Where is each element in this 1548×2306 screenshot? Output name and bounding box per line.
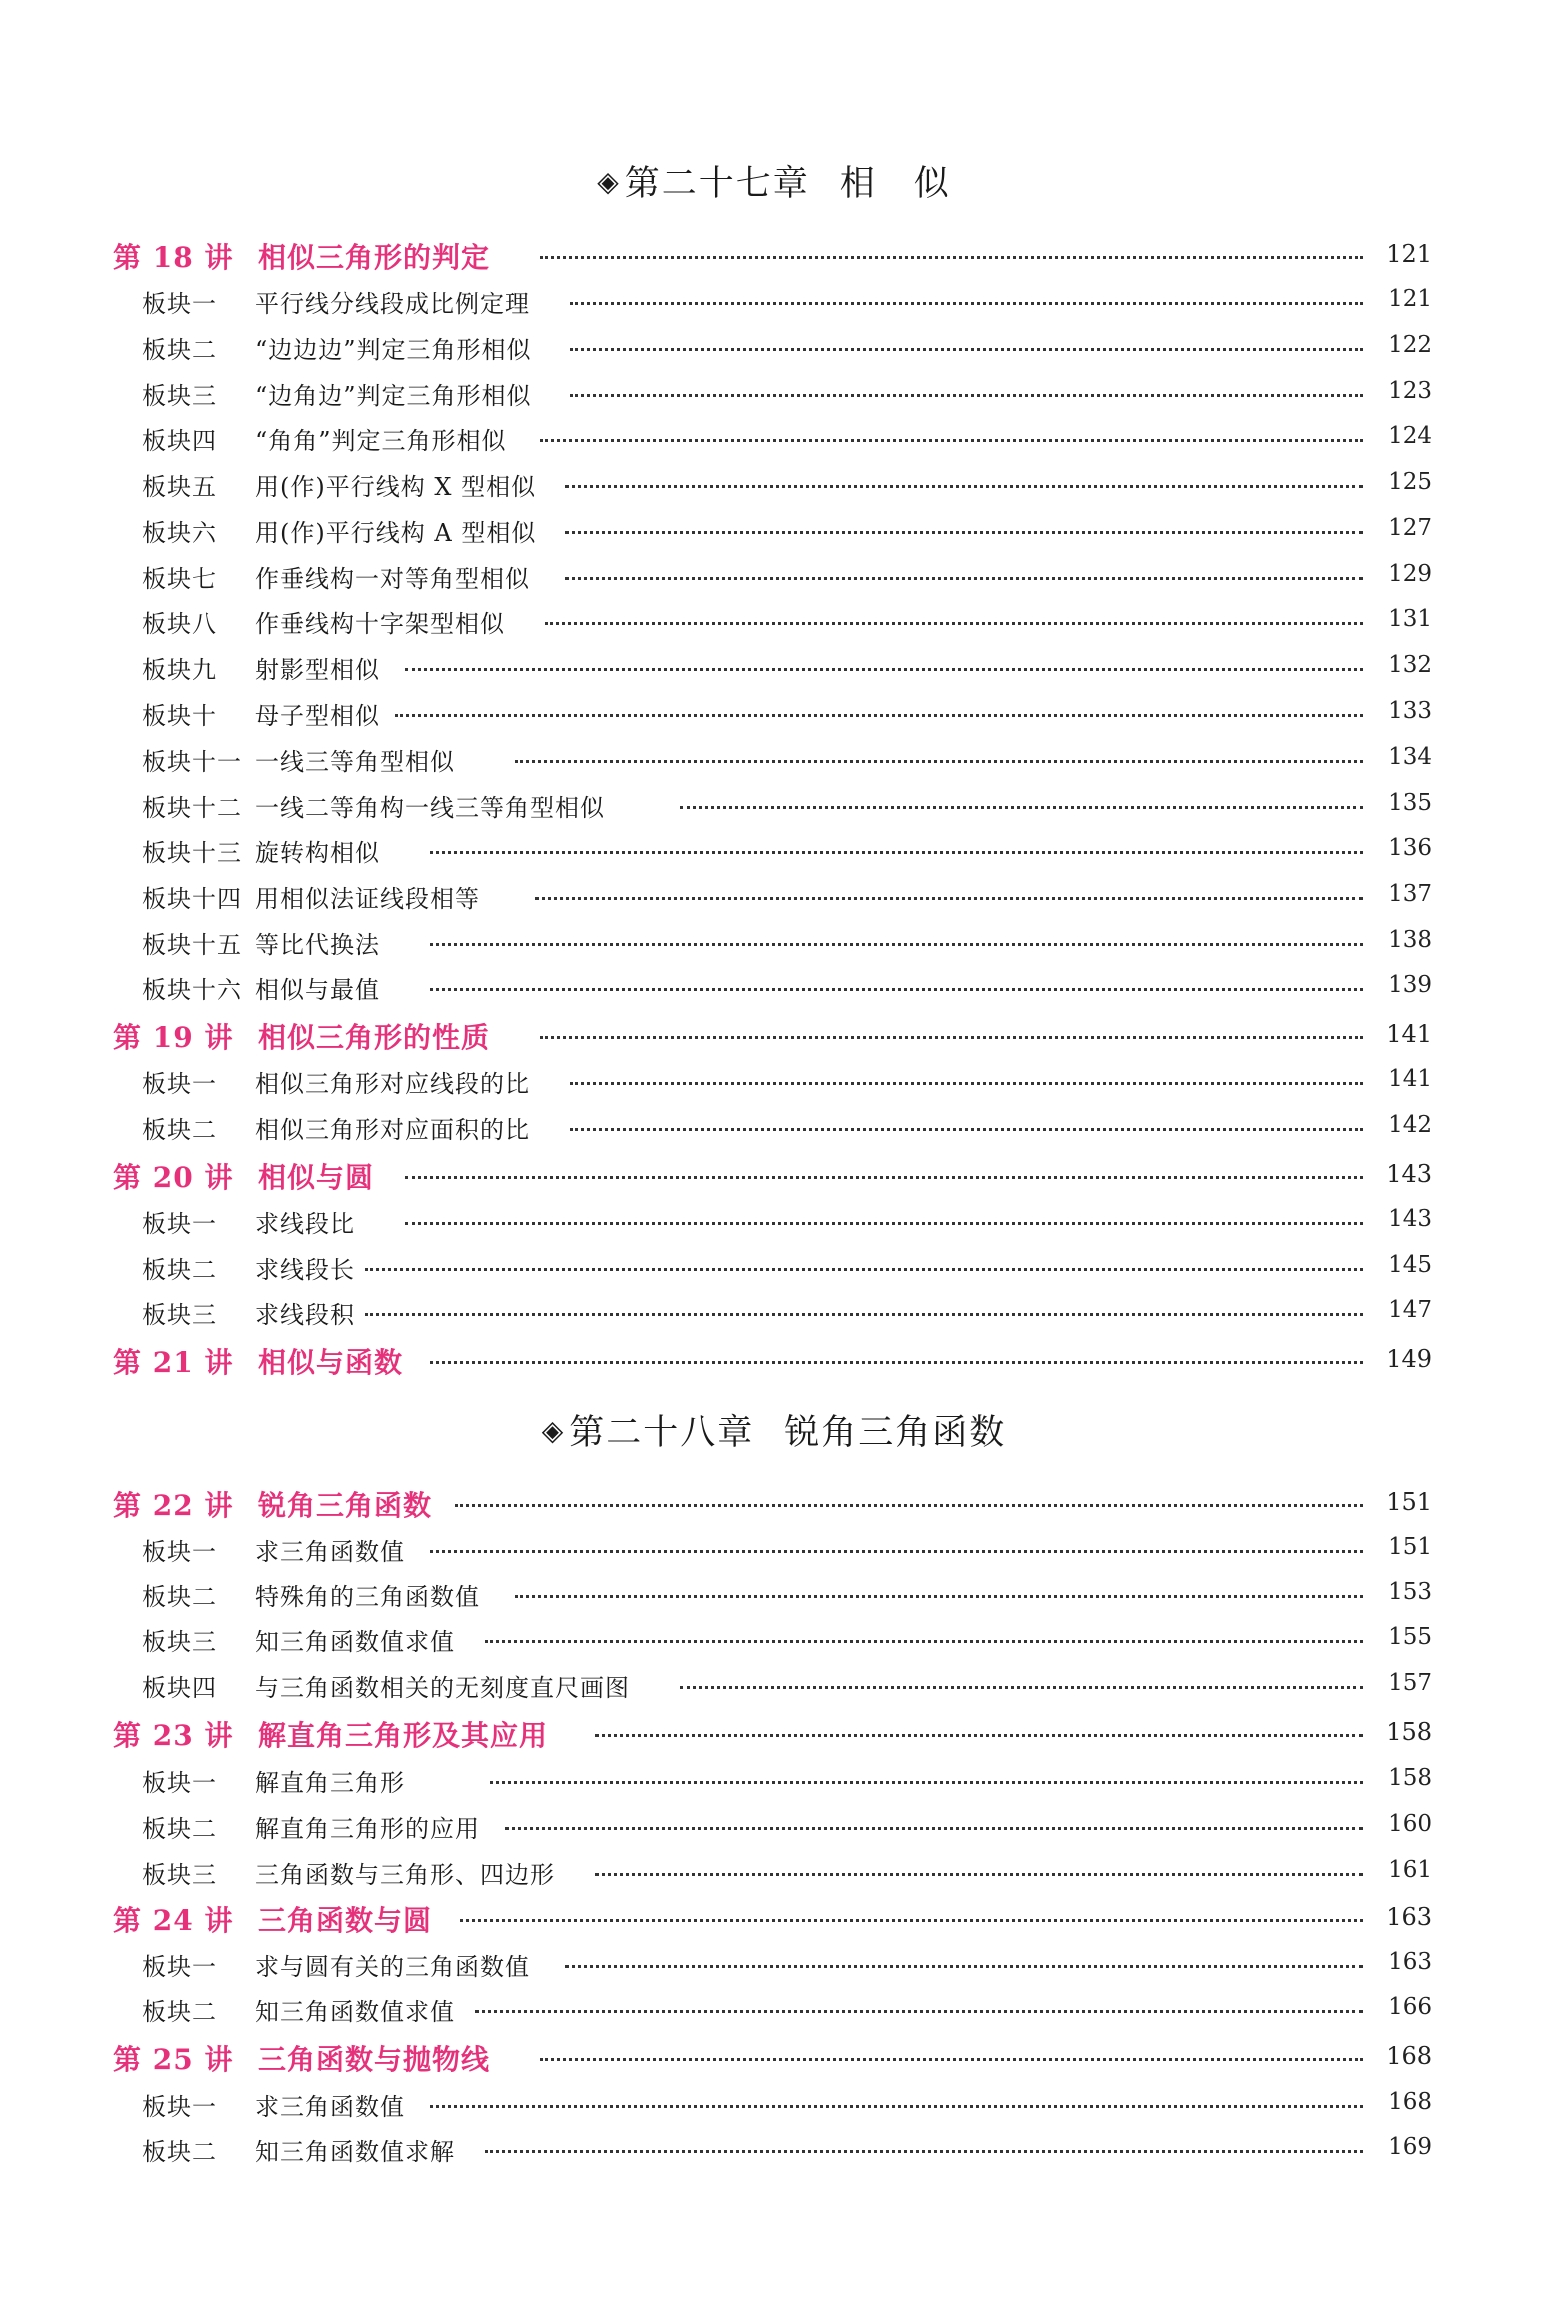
entry-title: 相似三角形对应线段的比 [255,1070,530,1098]
entry-label: 板块二 [142,1583,217,1611]
entry-label: 板块三 [142,1301,217,1329]
block-entry[interactable]: 板块四 “角角”判定三角形相似 124 [142,423,1432,455]
entry-title: 相似三角形的判定 [258,241,491,274]
entry-title: 相似三角形对应面积的比 [255,1116,530,1144]
entry-title: 一线二等角构一线三等角型相似 [255,794,605,822]
entry-label: 板块十六 [142,976,242,1004]
entry-label: 第 21 讲 [113,1346,234,1379]
entry-label: 第 20 讲 [113,1161,234,1194]
diamond-icon: ◈ [541,1413,566,1447]
leader-dots [405,666,1363,671]
entry-title: 知三角函数值求值 [255,1998,455,2026]
leader-dots [565,575,1363,580]
entry-label: 板块一 [142,1769,217,1797]
block-entry[interactable]: 板块六 用(作)平行线构 A 型相似 127 [142,515,1432,547]
entry-title: 用相似法证线段相等 [255,885,480,913]
entry-title: 求线段长 [255,1256,355,1284]
block-entry[interactable]: 板块十三 旋转构相似 136 [142,835,1432,867]
entry-title: 旋转构相似 [255,839,380,867]
entry-label: 板块四 [142,1674,217,1702]
entry-title: 相似与函数 [258,1346,404,1379]
entry-title: 相似与圆 [258,1161,375,1194]
leader-dots [545,620,1363,625]
block-entry[interactable]: 板块五 用(作)平行线构 X 型相似 125 [142,469,1432,501]
leader-dots [540,254,1363,259]
entry-label: 板块二 [142,1116,217,1144]
entry-title: 锐角三角函数 [258,1489,433,1522]
entry-title: 三角函数与圆 [258,1904,433,1937]
entry-label: 第 23 讲 [113,1719,234,1752]
entry-label: 板块九 [142,656,217,684]
block-entry[interactable]: 板块二 知三角函数值求值 166 [142,1994,1432,2026]
block-entry[interactable]: 板块十四 用相似法证线段相等 137 [142,881,1432,913]
leader-dots [595,1871,1363,1876]
lecture-entry[interactable]: 第 21 讲 相似与函数 149 [0,1337,1548,1377]
leader-dots [540,2056,1363,2061]
entry-title: 解直角三角形 [255,1769,405,1797]
leader-dots [540,1034,1363,1039]
block-entry[interactable]: 板块十五 等比代换法 138 [142,927,1432,959]
leader-dots [475,2008,1363,2013]
block-entry[interactable]: 板块一 求三角函数值 168 [142,2089,1432,2121]
leader-dots [565,483,1363,488]
entry-title: 特殊角的三角函数值 [255,1583,480,1611]
block-entry[interactable]: 板块一 求与圆有关的三角函数值 163 [142,1949,1432,1981]
entry-label: 第 25 讲 [113,2043,234,2076]
block-entry[interactable]: 板块二 知三角函数值求解 169 [142,2134,1432,2166]
leader-dots [570,1126,1363,1131]
entry-label: 板块二 [142,1256,217,1284]
block-entry[interactable]: 板块十二 一线二等角构一线三等角型相似 135 [142,790,1432,822]
entry-title: 一线三等角型相似 [255,748,455,776]
entry-title: “边边边”判定三角形相似 [255,336,532,364]
leader-dots [490,1779,1363,1784]
entry-title: 求线段积 [255,1301,355,1329]
entry-label: 板块十 [142,702,217,730]
lecture-entry[interactable]: 第 25 讲 三角函数与抛物线 168 [0,2034,1548,2074]
block-entry[interactable]: 板块三 知三角函数值求值 155 [142,1624,1432,1656]
leader-dots [540,437,1363,442]
block-entry[interactable]: 板块七 作垂线构一对等角型相似 129 [142,561,1432,593]
entry-title: 相似三角形的性质 [258,1021,491,1054]
leader-dots [485,2148,1363,2153]
entry-title: 相似与最值 [255,976,380,1004]
entry-label: 板块一 [142,1538,217,1566]
diamond-icon: ◈ [597,164,621,198]
block-entry[interactable]: 板块一 求线段比 143 [142,1206,1432,1238]
entry-label: 第 18 讲 [113,241,234,274]
leader-dots [430,941,1363,946]
entry-label: 板块三 [142,1628,217,1656]
entry-label: 板块二 [142,336,217,364]
entry-title: 三角函数与抛物线 [258,2043,491,2076]
leader-dots [485,1638,1363,1643]
leader-dots [430,849,1363,854]
entry-label: 板块一 [142,1070,217,1098]
entry-label: 板块四 [142,427,217,455]
chapter-heading [0,156,1548,206]
entry-title: 射影型相似 [255,656,380,684]
entry-label: 板块十二 [142,794,242,822]
leader-dots [430,1359,1363,1364]
leader-dots [455,1502,1363,1507]
entry-title: 用(作)平行线构 A 型相似 [255,519,537,547]
entry-title: 求与圆有关的三角函数值 [255,1953,530,1981]
lecture-entry[interactable]: 第 18 讲 相似三角形的判定 121 [0,232,1548,272]
entry-title: “边角边”判定三角形相似 [255,382,532,410]
entry-label: 板块十三 [142,839,242,867]
leader-dots [515,758,1363,763]
leader-dots [570,300,1363,305]
block-entry[interactable]: 板块九 射影型相似 132 [142,652,1432,684]
entry-title: 解直角三角形的应用 [255,1815,480,1843]
entry-title: 母子型相似 [255,702,380,730]
entry-title: 三角函数与三角形、四边形 [255,1861,555,1889]
leader-dots [565,1963,1363,1968]
block-entry[interactable]: 板块二 相似三角形对应面积的比 142 [142,1112,1432,1144]
block-entry[interactable]: 板块三 三角函数与三角形、四边形 161 [142,1857,1432,1889]
leader-dots [680,1684,1363,1689]
leader-dots [405,1220,1363,1225]
block-entry[interactable]: 板块十 母子型相似 133 [142,698,1432,730]
entry-title: “角角”判定三角形相似 [255,427,507,455]
entry-title: 知三角函数值求解 [255,2138,455,2166]
leader-dots [565,529,1363,534]
entry-title: 作垂线构一对等角型相似 [255,565,530,593]
entry-title: 平行线分线段成比例定理 [255,290,530,318]
chapter-name: 第二十七章 [624,164,810,204]
block-entry[interactable]: 板块二 特殊角的三角函数值 153 [142,1579,1432,1611]
entry-label: 板块十一 [142,748,242,776]
entry-title: 知三角函数值求值 [255,1628,455,1656]
leader-dots [535,895,1363,900]
block-entry[interactable]: 板块十一 一线三等角型相似 134 [142,744,1432,776]
chapter-heading [0,1405,1548,1455]
entry-label: 板块一 [142,290,217,318]
entry-title: 求三角函数值 [255,1538,405,1566]
leader-dots [595,1732,1363,1737]
lecture-entry[interactable]: 第 20 讲 相似与圆 143 [0,1152,1548,1192]
chapter-name: 第二十八章 [569,1413,755,1453]
entry-label: 板块一 [142,2093,217,2121]
leader-dots [395,712,1363,717]
block-entry[interactable]: 板块一 相似三角形对应线段的比 141 [142,1066,1432,1098]
entry-label: 板块七 [142,565,217,593]
entry-label: 板块五 [142,473,217,501]
entry-label: 第 19 讲 [113,1021,234,1054]
entry-title: 与三角函数相关的无刻度直尺画图 [255,1674,630,1702]
leader-dots [680,804,1363,809]
block-entry[interactable]: 板块二 “边边边”判定三角形相似 122 [142,332,1432,364]
block-entry[interactable]: 板块一 求三角函数值 151 [142,1534,1432,1566]
lecture-entry[interactable]: 第 23 讲 解直角三角形及其应用 158 [0,1710,1548,1750]
lecture-entry[interactable]: 第 24 讲 三角函数与圆 163 [0,1895,1548,1935]
entry-label: 板块二 [142,1815,217,1843]
leader-dots [515,1593,1363,1598]
entry-title: 求三角函数值 [255,2093,405,2121]
entry-label: 板块三 [142,382,217,410]
entry-label: 板块二 [142,2138,217,2166]
leader-dots [505,1825,1363,1830]
leader-dots [365,1311,1363,1316]
block-entry[interactable]: 板块三 求线段积 147 [142,1297,1432,1329]
entry-label: 板块八 [142,610,217,638]
entry-label: 第 22 讲 [113,1489,234,1522]
lecture-entry[interactable]: 第 22 讲 锐角三角函数 151 [0,1480,1548,1520]
block-entry[interactable]: 板块三 “边角边”判定三角形相似 123 [142,378,1432,410]
entry-title: 求线段比 [255,1210,355,1238]
leader-dots [430,1548,1363,1553]
leader-dots [365,1266,1363,1271]
leader-dots [570,1080,1363,1085]
leader-dots [570,346,1363,351]
entry-title: 用(作)平行线构 X 型相似 [255,473,537,501]
block-entry[interactable]: 板块一 解直角三角形 158 [142,1765,1432,1797]
entry-title: 作垂线构十字架型相似 [255,610,505,638]
leader-dots [460,1917,1363,1922]
entry-label: 板块六 [142,519,217,547]
entry-label: 板块一 [142,1210,217,1238]
entry-title: 等比代换法 [255,931,380,959]
leader-dots [405,1174,1363,1179]
block-entry[interactable]: 板块二 求线段长 145 [142,1252,1432,1284]
entry-label: 板块十四 [142,885,242,913]
entry-label: 第 24 讲 [113,1904,234,1937]
leader-dots [570,392,1363,397]
entry-label: 板块十五 [142,931,242,959]
lecture-entry[interactable]: 第 19 讲 相似三角形的性质 141 [0,1012,1548,1052]
entry-title: 解直角三角形及其应用 [258,1719,549,1752]
entry-label: 板块一 [142,1953,217,1981]
leader-dots [430,986,1363,991]
entry-label: 板块三 [142,1861,217,1889]
leader-dots [430,2103,1363,2108]
block-entry[interactable]: 板块十六 相似与最值 139 [142,972,1432,1004]
block-entry[interactable]: 板块二 解直角三角形的应用 160 [142,1811,1432,1843]
entry-label: 板块二 [142,1998,217,2026]
block-entry[interactable]: 板块一 平行线分线段成比例定理 121 [142,286,1432,318]
block-entry[interactable]: 板块四 与三角函数相关的无刻度直尺画图 157 [142,1670,1432,1702]
chapter-title: 相 似 [839,164,951,204]
block-entry[interactable]: 板块八 作垂线构十字架型相似 131 [142,606,1432,638]
chapter-title: 锐角三角函数 [784,1413,1007,1453]
